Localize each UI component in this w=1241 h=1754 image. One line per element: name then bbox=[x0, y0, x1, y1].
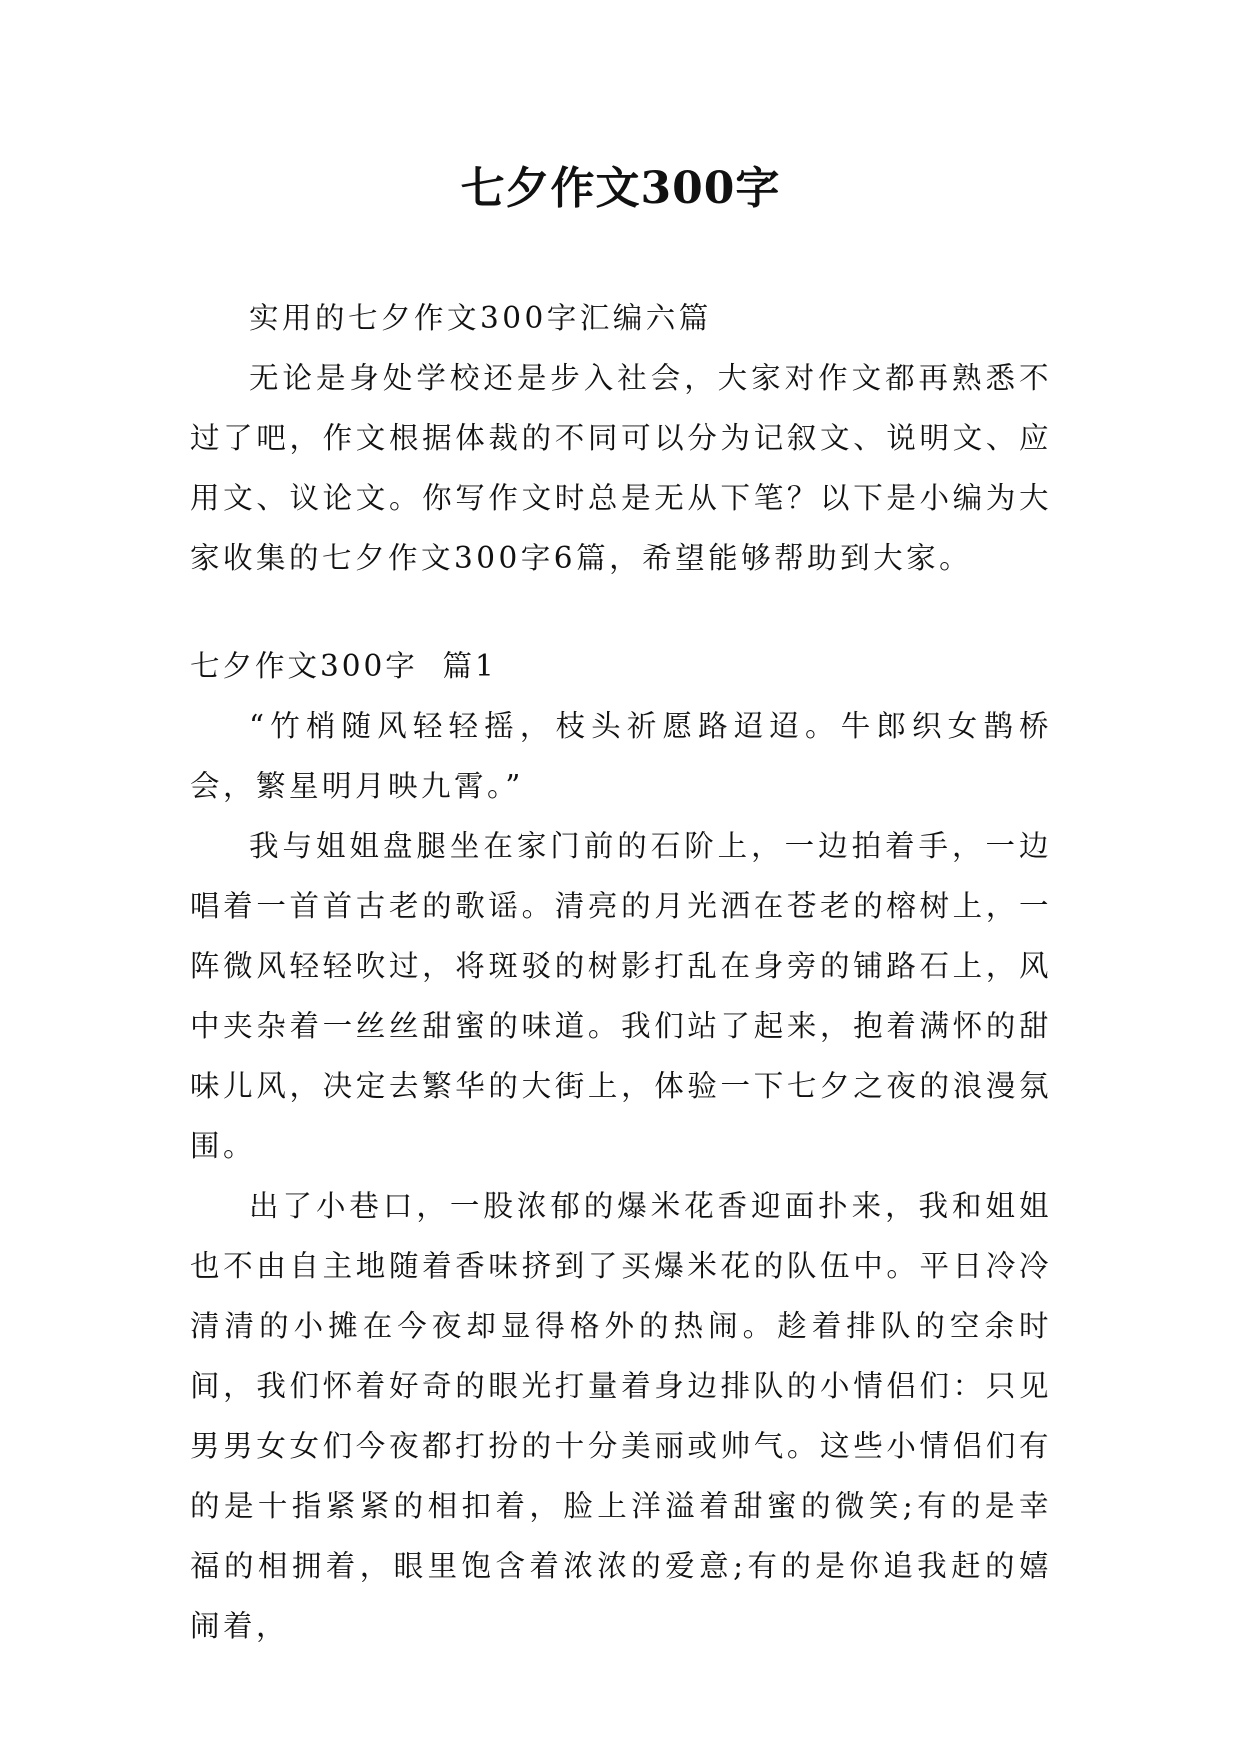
body-paragraph: 我与姐姐盘腿坐在家门前的石阶上，一边拍着手，一边唱着一首首古老的歌谣。清亮的月光洒在苍老的榕树上，一阵微风轻轻吹过，将斑驳的树影打乱在身旁的铺路石上，风中夹杂着一丝丝甜蜜的味道。我们站了起来，抱着满怀的甜味儿风，决定去繁华的大街上，体验一下七夕之夜的浪漫氛围。 bbox=[190, 829, 1052, 1163]
body-paragraph: 出了小巷口，一股浓郁的爆米花香迎面扑来，我和姐姐也不由自主地随着香味挤到了买爆米花的队伍中。平日冷冷清清的小摊在今夜却显得格外的热闹。趁着排队的空余时间，我们怀着好奇的眼光打量着身边排队的小情侣们：只见男男女女们今夜都打扮的十分美丽或帅气。这些小情侣们有的是十指紧紧的相扣着，脸上洋溢着甜蜜的微笑;有的是幸福的相拥着，眼里饱含着浓浓的爱意;有的是你追我赶的嬉闹着， bbox=[190, 1189, 1052, 1643]
document-title: 七夕作文300字 bbox=[460, 163, 781, 214]
intro-paragraph: 无论是身处学校还是步入社会，大家对作文都再熟悉不过了吧，作文根据体裁的不同可以分为记叙文、说明文、应用文、议论文。你写作文时总是无从下笔？以下是小编为大家收集的七夕作文300字6篇，希望能够帮助到大家。 bbox=[190, 361, 1052, 575]
document-subtitle: 实用的七夕作文300字汇编六篇 bbox=[249, 301, 712, 335]
poem-paragraph: “竹梢随风轻轻摇，枝头祈愿路迢迢。牛郎织女鹊桥会，繁星明月映九霄。” bbox=[190, 709, 1052, 803]
section-heading: 七夕作文300字 篇1 bbox=[190, 649, 497, 683]
section-spacer bbox=[190, 588, 1052, 636]
document-body bbox=[190, 288, 1052, 1656]
